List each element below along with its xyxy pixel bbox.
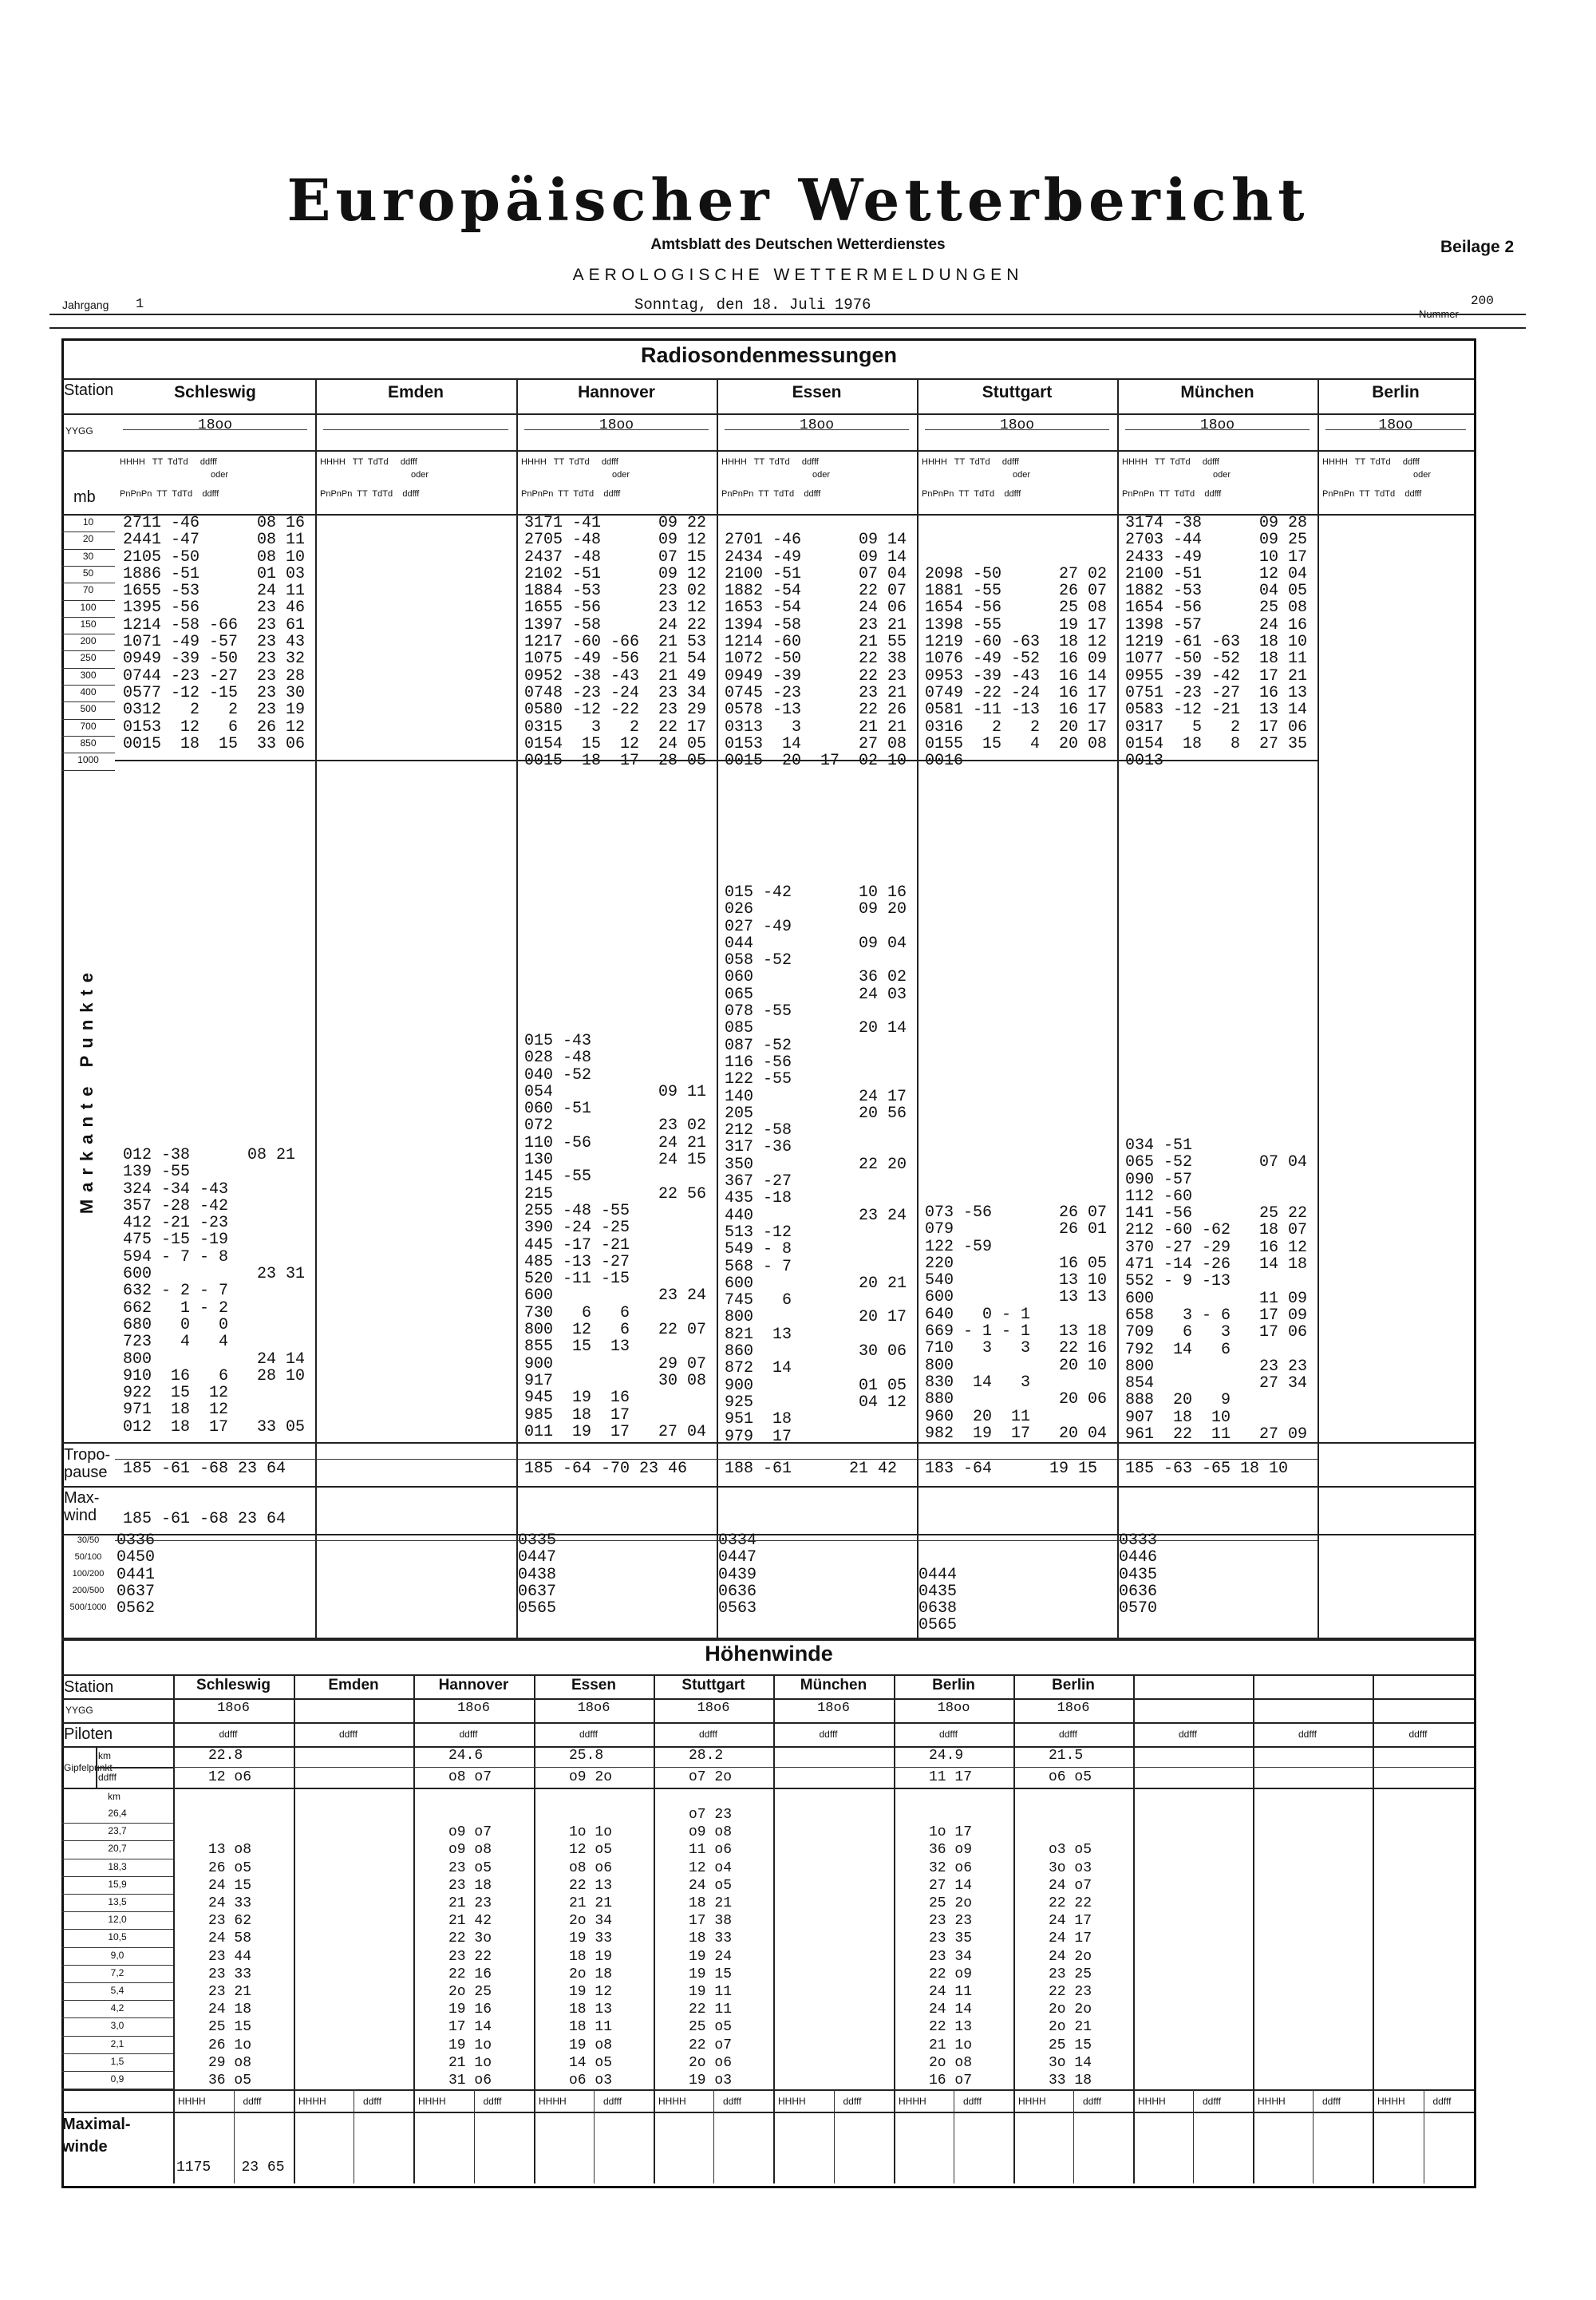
maxwind-data: 185 -61 -68 23 64 <box>123 1510 286 1528</box>
column-head-bottom: PnPnPn TT TdTd ddfff <box>922 489 1021 499</box>
column-head-bottom: PnPnPn TT TdTd ddfff <box>120 489 219 499</box>
height-level: 5,4 <box>110 1985 124 1996</box>
column-head-mid: oder <box>1013 470 1031 480</box>
hw-gipfel-dd-label: ddfff <box>98 1772 117 1783</box>
marked-points-data: 073 -56 26 07 079 26 01 122 -59 220 16 05 540 13 10 600 13 13 640 0 - 1 669 - 1 - 1 13 18 710 3 3 22 16 800 20 10 830 14 3 880 20 06 960 20 11 982 19 17 20 04 <box>925 1203 1108 1443</box>
pressure-level: 700 <box>80 720 97 732</box>
column-head-mid: oder <box>211 470 229 480</box>
summit-wind: o6 o5 <box>1049 1769 1092 1785</box>
rule <box>61 1534 1474 1535</box>
wind-layer-data: 0335 0447 0438 0637 0565 <box>518 1531 557 1618</box>
summit-km: 24.9 <box>929 1748 964 1764</box>
rule <box>61 685 115 686</box>
jahrgang-value: 1 <box>136 297 144 312</box>
standard-levels-data: 3171 -41 09 22 2705 -48 09 12 2437 -48 07 15 2102 -51 09 12 1884 -53 23 02 1655 -56 23 12 1397 -58 24 22 1217 -60 -66 21 53 1075 -49 -56 21 54 0952 -38 -43 21 49 0748 -23 -24 23 34 0580 -12 -22 23 29 0315 3 2 22 17 0154 15 12 24 05 0015 18 17 28 05 <box>524 514 707 771</box>
pressure-level: 10 <box>82 516 94 528</box>
column-divider <box>717 378 718 1639</box>
column-head-mid: oder <box>1413 470 1432 480</box>
rule <box>61 1894 173 1895</box>
rule <box>474 2089 475 2183</box>
rule <box>834 2089 835 2183</box>
rule <box>61 719 115 720</box>
hw-station-yygg: 18o6 <box>457 1701 490 1716</box>
tropopause-data: 185 -64 -70 23 46 <box>524 1460 688 1478</box>
rule <box>61 2017 173 2018</box>
height-winds: o9 o7 o9 o8 23 o5 23 18 21 23 21 42 22 3o 23 22 22 16 2o 25 19 16 17 14 19 1o 21 1o 31 o6 <box>448 1824 492 2089</box>
hhhh-label: HHHH <box>1018 2096 1046 2107</box>
hw-gipfel-km-label: km <box>98 1750 111 1761</box>
height-level: 0,9 <box>110 2073 124 2085</box>
column-divider <box>1117 378 1119 1639</box>
column-head-top: HHHH TT TdTd ddfff <box>320 457 417 467</box>
hw-station-yygg: 18o6 <box>577 1701 610 1716</box>
pressure-level: 50 <box>82 567 94 579</box>
hhhh-label: HHHH <box>658 2096 686 2107</box>
height-level: 7,2 <box>110 1966 124 1978</box>
ddfff-label: ddfff <box>819 1729 838 1740</box>
column-head-mid: oder <box>812 470 831 480</box>
pressure-level: 850 <box>80 737 97 749</box>
ddfff-label: ddfff <box>603 2096 622 2107</box>
station-name: Essen <box>792 383 842 401</box>
height-level: 15,9 <box>108 1878 127 1890</box>
rule <box>1313 2089 1314 2183</box>
height-level: 10,5 <box>108 1931 127 1943</box>
column-divider <box>773 1674 775 2183</box>
report-subtitle: Amtsblatt des Deutschen Wetterdienstes <box>650 236 946 253</box>
pressure-level: 150 <box>80 618 97 630</box>
station-yygg: 18oo <box>799 417 835 433</box>
summit-km: 28.2 <box>689 1748 724 1764</box>
ddfff-label: ddfff <box>483 2096 502 2107</box>
rule <box>61 736 115 737</box>
ddfff-label: ddfff <box>1179 1729 1197 1740</box>
rule <box>96 1746 97 1788</box>
standard-levels-data: 3174 -38 09 28 2703 -44 09 25 2433 -49 10 17 2100 -51 12 04 1882 -53 04 05 1654 -56 25 08 1398 -57 24 16 1219 -61 -63 18 10 1077 -50 -52 18 11 0955 -39 -42 17 21 0751 -23 -27 16 13 0583 -12 -21 13 14 0317 5 2 17 06 0154 18 8 27 35 0013 <box>1125 514 1308 771</box>
rule <box>61 1788 1474 1789</box>
rule <box>61 701 115 702</box>
summit-wind: 12 o6 <box>208 1769 252 1785</box>
height-level: 3,0 <box>110 2020 124 2032</box>
height-level: 12,0 <box>108 1914 127 1926</box>
station-yygg: 18oo <box>197 417 233 433</box>
hhhh-label: HHHH <box>418 2096 446 2107</box>
column-head-mid: oder <box>411 470 429 480</box>
ddfff-label: ddfff <box>1298 1729 1317 1740</box>
rule <box>61 378 1474 380</box>
header-rule <box>49 314 1526 315</box>
rule <box>61 2036 173 2037</box>
column-divider <box>1373 1674 1374 2183</box>
rule <box>61 1722 1474 1724</box>
rule <box>61 600 115 601</box>
column-divider <box>516 378 518 1639</box>
max-wind-height: 1175 <box>176 2160 211 2176</box>
ddfff-label: ddfff <box>219 1729 238 1740</box>
rule <box>61 2000 173 2001</box>
hw-station-yygg: 18o6 <box>817 1701 850 1716</box>
rule <box>61 2112 1474 2113</box>
column-head-mid: oder <box>612 470 630 480</box>
report-title: Europäischer Wetterbericht <box>286 166 1310 234</box>
hw-station-name: Essen <box>571 1677 616 1693</box>
pressure-level: 70 <box>82 584 94 596</box>
column-head-top: HHHH TT TdTd ddfff <box>721 457 819 467</box>
summit-wind: 11 17 <box>929 1769 973 1785</box>
column-head-top: HHHH TT TdTd ddfff <box>120 457 217 467</box>
wind-layer-level: 50/100 <box>74 1552 102 1562</box>
pressure-level: 30 <box>82 550 94 562</box>
rule <box>115 760 1317 761</box>
header-rule-2 <box>49 327 1526 329</box>
height-level: 13,5 <box>108 1896 127 1907</box>
column-divider <box>534 1674 535 2183</box>
hhhh-label: HHHH <box>899 2096 926 2107</box>
rule <box>61 1746 1474 1748</box>
hw-yygg-label: YYGG <box>65 1705 93 1716</box>
ddfff-label: ddfff <box>1322 2096 1341 2107</box>
ddfff-label: ddfff <box>699 1729 717 1740</box>
rule <box>61 1965 173 1966</box>
height-winds: o7 23 o9 o8 11 o6 12 o4 24 o5 18 21 17 38 18 33 19 24 19 15 19 11 22 11 25 o5 22 o7 2o o6 19 o3 <box>689 1807 733 2089</box>
rule <box>713 2089 714 2183</box>
hw-station-yygg: 18o6 <box>697 1701 730 1716</box>
station-yygg: 18oo <box>999 417 1035 433</box>
column-divider <box>294 1674 295 2183</box>
height-winds: 1o 17 36 o9 32 o6 27 14 25 2o 23 23 23 35 23 34 22 o9 24 11 24 14 22 13 21 1o 2o o8 16 o7 <box>929 1824 973 2089</box>
hhhh-label: HHHH <box>539 2096 567 2107</box>
hw-station-yygg: 18o6 <box>217 1701 250 1716</box>
ddfff-label: ddfff <box>843 2096 862 2107</box>
yygg-label: YYGG <box>65 425 93 437</box>
summit-wind: o7 2o <box>689 1769 733 1785</box>
height-level: 9,0 <box>110 1949 124 1961</box>
rule <box>61 549 115 550</box>
rule <box>61 566 115 567</box>
pressure-level: 100 <box>80 601 97 613</box>
hw-station-name: Berlin <box>932 1677 975 1693</box>
rule <box>1073 2089 1074 2183</box>
ddfff-label: ddfff <box>1083 2096 1101 2107</box>
height-level: 23,7 <box>108 1825 127 1837</box>
column-head-top: HHHH TT TdTd ddfff <box>1322 457 1420 467</box>
summit-km: 22.8 <box>208 1748 243 1764</box>
rule <box>594 2089 595 2183</box>
pressure-level: 500 <box>80 703 97 715</box>
marked-points-label: Markante Punkte <box>77 966 97 1215</box>
tropopause-data: 185 -61 -68 23 64 <box>123 1460 286 1478</box>
column-head-bottom: PnPnPn TT TdTd ddfff <box>1122 489 1222 499</box>
wind-layer-level: 500/1000 <box>69 1602 107 1612</box>
summit-km: 25.8 <box>569 1748 604 1764</box>
wind-layer-data: 0333 0446 0435 0636 0570 <box>1119 1531 1158 1618</box>
hhhh-label: HHHH <box>298 2096 326 2107</box>
pressure-level: 200 <box>80 635 97 647</box>
column-head-bottom: PnPnPn TT TdTd ddfff <box>1322 489 1422 499</box>
marked-points-data: 034 -51 065 -52 07 04 090 -57 112 -60 141 -56 25 22 212 -60 -62 18 07 370 -27 -29 16 12 471 -14 -26 14 18 552 - 9 -13 600 11 09 658 3 - 6 17 09 709 6 3 17 06 792 14 6 800 23 23 854 27 34 888 20 9 907 18 10 961 22 11 27 09 <box>1125 1136 1308 1444</box>
hw-station-name: Berlin <box>1052 1677 1095 1693</box>
station-yygg: 18oo <box>598 417 634 433</box>
radiosonde-heading: Radiosondenmessungen <box>640 343 898 367</box>
standard-levels-data: 2098 -50 27 02 1881 -55 26 07 1654 -56 25 08 1398 -55 19 17 1219 -60 -63 18 12 1076 -49 -52 16 09 0953 -39 -43 16 14 0749 -22 -24 16 17 0581 -11 -13 16 17 0316 2 2 20 17 0155 15 4 20 08 0016 <box>925 564 1108 771</box>
height-level: 26,4 <box>108 1808 127 1819</box>
rule <box>61 2053 173 2054</box>
report-date: Sonntag, den 18. Juli 1976 <box>634 296 871 314</box>
rule <box>61 1947 173 1948</box>
height-level: 1,5 <box>110 2055 124 2067</box>
standard-levels-data: 2711 -46 08 16 2441 -47 08 11 2105 -50 08 10 1886 -51 01 03 1655 -53 24 11 1395 -56 23 46 1214 -58 -66 23 61 1071 -49 -57 23 43 0949 -39 -50 23 32 0744 -23 -27 23 28 0577 -12 -15 23 30 0312 2 2 23 19 0153 12 6 26 12 0015 18 15 33 06 <box>123 514 306 753</box>
marked-points-data: 015 -43 028 -48 040 -52 054 09 11 060 -51 072 23 02 110 -56 24 21 130 24 15 145 -55 215 22 56 255 -48 -55 390 -24 -25 445 -17 -21 485 -13 -27 520 -11 -15 600 23 24 730 6 6 800 12 6 22 07 855 15 13 900 29 07 917 30 08 945 19 16 985 18 17 011 19 17 27 04 <box>524 1032 707 1441</box>
pressure-level: 250 <box>80 652 97 664</box>
rule <box>323 429 508 430</box>
column-divider <box>1013 1674 1015 2183</box>
rule <box>234 2089 235 2183</box>
station-yygg: 18oo <box>1378 417 1413 433</box>
marked-points-data: 015 -42 10 16 026 09 20 027 -49 044 09 04 058 -52 060 36 02 065 24 03 078 -55 085 20 14 087 -52 116 -56 122 -55 140 24 17 205 20 56 212 -58 317 -36 350 22 20 367 -27 435 -18 440 23 24 513 -12 549 - 8 568 - 7 600 20 21 745 6 800 20 17 821 13 860 30 06 872 14 900 01 05 925 04 12 951 18 979 17 <box>725 883 907 1446</box>
rule <box>61 1911 173 1912</box>
station-name: München <box>1180 383 1254 401</box>
summit-km: 24.6 <box>448 1748 484 1764</box>
ddfff-label: ddfff <box>459 1729 478 1740</box>
hw-station-name: Stuttgart <box>681 1677 745 1693</box>
rule <box>61 770 115 771</box>
hw-station-name: München <box>800 1677 867 1693</box>
marked-points-data: 012 -38 08 21 139 -55 324 -34 -43 357 -28 -42 412 -21 -23 475 -15 -19 594 - 7 - 8 600 23 31 632 - 2 - 7 662 1 - 2 680 0 0 723 4 4 800 24 14 910 16 6 28 10 922 15 12 971 18 12 012 18 17 33 05 <box>123 1146 306 1437</box>
column-head-top: HHHH TT TdTd ddfff <box>1122 457 1219 467</box>
rule <box>61 1823 173 1824</box>
hhhh-label: HHHH <box>1377 2096 1405 2107</box>
hw-station-name: Emden <box>328 1677 379 1693</box>
nummer-value: 200 <box>1471 294 1494 308</box>
hw-piloten-label: Piloten <box>64 1725 113 1743</box>
column-divider <box>1253 1674 1254 2183</box>
height-winds: 1o 1o 12 o5 o8 o6 22 13 21 21 2o 34 19 33 18 19 2o 18 19 12 18 13 18 11 19 o8 14 o5 o6 o3 <box>569 1824 613 2089</box>
section-title: AEROLOGISCHE WETTERMELDUNGEN <box>572 266 1024 284</box>
ddfff-label: ddfff <box>579 1729 598 1740</box>
station-name: Hannover <box>578 383 655 401</box>
hw-station-yygg: 18oo <box>937 1701 970 1716</box>
ddfff-label: ddfff <box>339 1729 358 1740</box>
rule <box>61 413 1474 415</box>
standard-levels-data: 2701 -46 09 14 2434 -49 09 14 2100 -51 07 04 1882 -54 22 07 1653 -54 24 06 1394 -58 23 21 1214 -60 21 55 1072 -50 22 38 0949 -39 22 23 0745 -23 23 21 0578 -13 22 26 0313 3 21 21 0153 14 27 08 0015 20 17 02 10 <box>725 531 907 771</box>
column-head-top: HHHH TT TdTd ddfff <box>521 457 618 467</box>
tropopause-data: 183 -64 19 15 <box>925 1460 1098 1478</box>
ddfff-label: ddfff <box>723 2096 741 2107</box>
rule <box>61 1698 1474 1700</box>
hw-gipfel-label: Gipfelpunkt <box>64 1762 113 1773</box>
rule <box>61 1639 1474 1641</box>
rule <box>61 1929 173 1930</box>
max-wind-dir: 23 65 <box>241 2160 285 2176</box>
jahrgang-label: Jahrgang <box>62 298 109 311</box>
hw-station-name: Schleswig <box>196 1677 271 1693</box>
height-winds: o3 o5 3o o3 24 o7 22 22 24 17 24 17 24 2o 23 25 22 23 2o 2o 2o 21 25 15 3o 14 33 18 <box>1049 1842 1092 2089</box>
column-head-bottom: PnPnPn TT TdTd ddfff <box>721 489 821 499</box>
height-level: 20,7 <box>108 1843 127 1855</box>
rule <box>61 1486 1474 1488</box>
wind-layer-data: 0444 0435 0638 0565 <box>918 1565 958 1635</box>
pressure-level: 1000 <box>77 754 99 766</box>
ddfff-label: ddfff <box>1059 1729 1077 1740</box>
column-divider <box>1133 1674 1135 2183</box>
column-head-mid: oder <box>1213 470 1231 480</box>
column-divider <box>894 1674 895 2183</box>
height-level: 4,2 <box>110 2002 124 2014</box>
station-name: Schleswig <box>174 383 256 401</box>
column-head-bottom: PnPnPn TT TdTd ddfff <box>521 489 621 499</box>
ddfff-label: ddfff <box>1203 2096 1221 2107</box>
summit-wind: o8 o7 <box>448 1769 492 1785</box>
maxwind-label: Max- wind <box>64 1489 100 1524</box>
hhhh-label: HHHH <box>778 2096 806 2107</box>
rule <box>61 1982 173 1983</box>
ddfff-label: ddfff <box>939 1729 958 1740</box>
height-level: 18,3 <box>108 1860 127 1872</box>
column-divider <box>1317 378 1319 1639</box>
wind-layer-level: 30/50 <box>77 1535 100 1545</box>
height-winds: 13 o8 26 o5 24 15 24 33 23 62 24 58 23 44 23 33 23 21 24 18 25 15 26 1o 29 o8 36 o5 <box>208 1842 252 2089</box>
ddfff-label: ddfff <box>243 2096 262 2107</box>
column-divider <box>315 378 317 1639</box>
wind-layer-level: 100/200 <box>72 1569 105 1579</box>
rule <box>61 650 115 651</box>
hw-station-yygg: 18o6 <box>1057 1701 1090 1716</box>
rule <box>61 668 115 669</box>
ddfff-label: ddfff <box>1408 1729 1428 1740</box>
tropopause-data: 188 -61 21 42 <box>725 1460 898 1478</box>
column-divider <box>917 378 918 1639</box>
ddfff-label: ddfff <box>1432 2096 1452 2107</box>
summit-wind: o9 2o <box>569 1769 613 1785</box>
rule <box>96 1767 173 1768</box>
rule <box>61 2089 1474 2091</box>
pressure-level: 400 <box>80 686 97 698</box>
rule <box>61 450 1474 452</box>
supplement-label: Beilage 2 <box>1440 238 1515 256</box>
rule <box>61 2071 173 2072</box>
height-level: 2,1 <box>110 2037 124 2049</box>
hhhh-label: HHHH <box>178 2096 206 2107</box>
ddfff-label: ddfff <box>963 2096 982 2107</box>
tropopause-label: Tropo- pause <box>64 1446 111 1481</box>
ddfff-label: ddfff <box>363 2096 381 2107</box>
rule <box>115 1459 1317 1460</box>
station-label: Station <box>64 381 114 399</box>
column-divider <box>413 1674 415 2183</box>
rule <box>61 1876 173 1877</box>
nummer-label: Nummer <box>1419 308 1459 320</box>
hw-station-name: Hannover <box>438 1677 509 1693</box>
rule <box>61 1840 173 1841</box>
summit-km: 21.5 <box>1049 1748 1084 1764</box>
rule <box>1193 2089 1194 2183</box>
wind-layer-data: 0336 0450 0441 0637 0562 <box>117 1531 156 1618</box>
station-name: Emden <box>387 383 444 401</box>
station-name: Berlin <box>1372 383 1420 401</box>
column-head-top: HHHH TT TdTd ddfff <box>922 457 1019 467</box>
hoehenwinde-heading: Höhenwinde <box>705 1642 833 1666</box>
maximal-winde-label: Maximal- winde <box>62 2116 131 2156</box>
pressure-level: 300 <box>80 669 97 681</box>
column-divider <box>173 1674 175 2183</box>
wind-layer-level: 200/500 <box>72 1586 105 1595</box>
station-yygg: 18oo <box>1199 417 1235 433</box>
hhhh-label: HHHH <box>1258 2096 1286 2107</box>
mb-label: mb <box>73 488 96 506</box>
column-divider <box>654 1674 655 2183</box>
hw-km-label: km <box>108 1791 120 1802</box>
rule <box>173 1767 1474 1768</box>
hw-station-label: Station <box>64 1678 114 1696</box>
rule <box>115 1540 1317 1541</box>
column-head-bottom: PnPnPn TT TdTd ddfff <box>320 489 420 499</box>
wind-layer-data: 0334 0447 0439 0636 0563 <box>718 1531 757 1618</box>
station-name: Stuttgart <box>982 383 1053 401</box>
rule <box>61 1674 1474 1676</box>
hhhh-label: HHHH <box>1138 2096 1166 2107</box>
pressure-level: 20 <box>82 533 94 545</box>
rule <box>61 617 115 618</box>
tropopause-data: 185 -63 -65 18 10 <box>1125 1460 1289 1478</box>
